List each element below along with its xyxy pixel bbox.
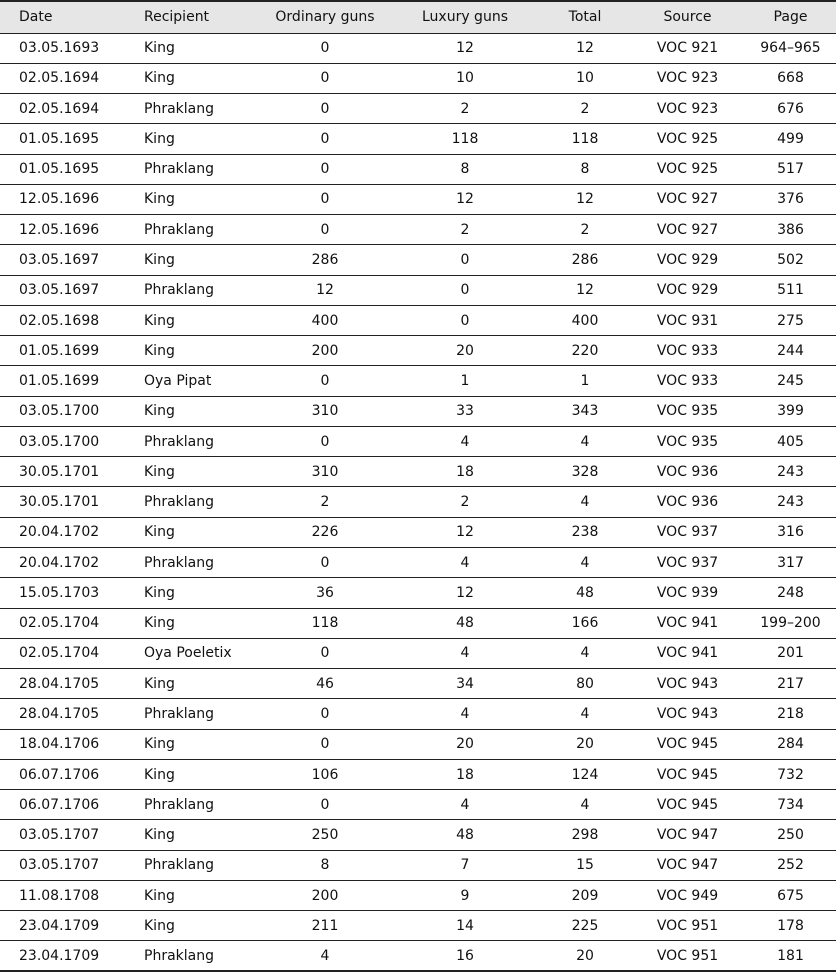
cell-page: 199–200 <box>745 608 836 638</box>
cell-total: 286 <box>540 245 630 275</box>
cell-recipient: King <box>120 457 260 487</box>
cell-date: 01.05.1695 <box>0 124 120 154</box>
cell-date: 01.05.1699 <box>0 336 120 366</box>
cell-ordinary-guns: 118 <box>260 608 390 638</box>
cell-source: VOC 923 <box>630 94 745 124</box>
cell-luxury-guns: 20 <box>390 336 540 366</box>
cell-recipient: King <box>120 759 260 789</box>
cell-recipient: King <box>120 63 260 93</box>
cell-total: 328 <box>540 457 630 487</box>
cell-luxury-guns: 1 <box>390 366 540 396</box>
header-total: Total <box>540 1 630 33</box>
header-row <box>0 1 836 33</box>
cell-source: VOC 943 <box>630 669 745 699</box>
cell-ordinary-guns: 0 <box>320 40 330 57</box>
cell-page: 676 <box>745 94 836 124</box>
cell-source: VOC 941 <box>630 638 745 668</box>
cell-ordinary-guns: 0 <box>260 94 390 124</box>
cell-date: 06.07.1706 <box>0 790 120 820</box>
table-row <box>0 578 836 608</box>
table-row <box>0 336 836 366</box>
table-row <box>0 305 836 335</box>
cell-luxury-guns: 4 <box>390 426 540 456</box>
cell-page: 201 <box>745 638 836 668</box>
table-row <box>0 215 836 245</box>
cell-ordinary-guns: 0 <box>260 699 390 729</box>
cell-total: 1 <box>540 366 630 396</box>
cell-ordinary-guns: 12 <box>260 275 390 305</box>
cell-total: 400 <box>540 305 630 335</box>
cell-source: VOC 933 <box>630 336 745 366</box>
cell-recipient: Oya Pipat <box>120 366 260 396</box>
cell-source: VOC 935 <box>630 426 745 456</box>
cell-total: 343 <box>540 396 630 426</box>
table-row <box>0 820 836 850</box>
cell-source: VOC 937 <box>630 548 745 578</box>
cell-ordinary-guns: 36 <box>260 578 390 608</box>
cell-page: 317 <box>745 548 836 578</box>
cell-total: 20 <box>540 941 630 971</box>
cell-source: VOC 929 <box>630 245 745 275</box>
cell-total: 4 <box>540 548 630 578</box>
cell-source: VOC 951 <box>630 941 745 971</box>
cell-date: 02.05.1704 <box>0 638 120 668</box>
table-row <box>0 638 836 668</box>
cell-ordinary-guns: 0 <box>260 366 390 396</box>
cell-total: 12 <box>540 184 630 214</box>
header-ordinary-guns: Ordinary guns <box>260 1 390 33</box>
table-row <box>0 154 836 184</box>
cell-total: 298 <box>540 820 630 850</box>
cell-ordinary-guns: 0 <box>260 548 390 578</box>
cell-source: VOC 941 <box>630 608 745 638</box>
cell-luxury-guns: 2 <box>390 487 540 517</box>
cell-ordinary-guns: 226 <box>260 517 390 547</box>
cell-recipient: King <box>120 578 260 608</box>
cell-date: 12.05.1696 <box>0 184 120 214</box>
table-row <box>0 669 836 699</box>
cell-page: 250 <box>745 820 836 850</box>
cell-luxury-guns: 20 <box>390 729 540 759</box>
cell-recipient: Phraklang <box>120 154 260 184</box>
cell-luxury-guns: 8 <box>390 154 540 184</box>
cell-date: 30.05.1701 <box>0 487 120 517</box>
cell-source: VOC 936 <box>630 457 745 487</box>
cell-date: 03.05.1700 <box>0 396 120 426</box>
cell-recipient: King <box>120 245 260 275</box>
table-row <box>0 275 836 305</box>
header-source: Source <box>630 1 745 33</box>
table-row <box>0 184 836 214</box>
cell-recipient: King <box>120 729 260 759</box>
cell-total: 10 <box>540 63 630 93</box>
cell-page: 517 <box>745 154 836 184</box>
cell-total: 4 <box>540 638 630 668</box>
cell-date: 06.07.1706 <box>0 759 120 789</box>
cell-source: VOC 923 <box>630 63 745 93</box>
cell-source: VOC 943 <box>630 699 745 729</box>
cell-ordinary-guns: 0 <box>260 215 390 245</box>
cell-luxury-guns: 48 <box>390 608 540 638</box>
cell-date: 11.08.1708 <box>0 880 120 910</box>
table-row <box>0 790 836 820</box>
cell-ordinary-guns: 286 <box>260 245 390 275</box>
cell-luxury-guns: 0 <box>390 275 540 305</box>
cell-luxury-guns: 4 <box>390 548 540 578</box>
cell-page: 499 <box>745 124 836 154</box>
cell-recipient: King <box>120 517 260 547</box>
cell-date: 02.05.1694 <box>0 63 120 93</box>
cell-page: 217 <box>745 669 836 699</box>
cell-ordinary-guns: 310 <box>260 396 390 426</box>
cell-luxury-guns: 12 <box>390 184 540 214</box>
cell-luxury-guns: 14 <box>390 911 540 941</box>
cell-recipient: King <box>120 911 260 941</box>
cell-source: VOC 935 <box>630 396 745 426</box>
table-row <box>0 33 836 63</box>
cell-luxury-guns: 9 <box>390 880 540 910</box>
cell-date: 03.05.1707 <box>0 820 120 850</box>
cell-page: 245 <box>745 366 836 396</box>
table-row <box>0 245 836 275</box>
table-row <box>0 517 836 547</box>
cell-source: VOC 947 <box>630 820 745 850</box>
cell-date: 28.04.1705 <box>0 699 120 729</box>
cell-date: 03.05.1697 <box>0 275 120 305</box>
cell-luxury-guns: 18 <box>390 457 540 487</box>
cell-date: 01.05.1695 <box>0 154 120 184</box>
cell-recipient: King <box>120 669 260 699</box>
cell-recipient: King <box>120 336 260 366</box>
cell-date: 03.05.1693 <box>19 40 100 57</box>
cell-luxury-guns: 18 <box>390 759 540 789</box>
cell-date: 12.05.1696 <box>0 215 120 245</box>
cell-ordinary-guns: 0 <box>260 184 390 214</box>
cell-total: 4 <box>540 790 630 820</box>
cell-ordinary-guns: 0 <box>260 124 390 154</box>
cell-total: 209 <box>540 880 630 910</box>
cell-total: 12 <box>540 275 630 305</box>
cell-luxury-guns: 2 <box>390 215 540 245</box>
cell-page: 244 <box>745 336 836 366</box>
cell-luxury-guns: 2 <box>390 94 540 124</box>
table-row <box>0 457 836 487</box>
cell-source: VOC 929 <box>630 275 745 305</box>
cell-ordinary-guns: 106 <box>260 759 390 789</box>
cell-source: VOC 937 <box>630 517 745 547</box>
cell-total: 2 <box>540 94 630 124</box>
cell-source: VOC 945 <box>630 759 745 789</box>
cell-ordinary-guns: 0 <box>260 638 390 668</box>
cell-total: 8 <box>540 154 630 184</box>
cell-total: 124 <box>540 759 630 789</box>
cell-source: VOC 931 <box>630 305 745 335</box>
cell-total: 20 <box>540 729 630 759</box>
cell-page: 668 <box>745 63 836 93</box>
cell-luxury-guns: 0 <box>390 245 540 275</box>
cell-recipient: Phraklang <box>120 487 260 517</box>
cell-total: 220 <box>540 336 630 366</box>
cell-page: 386 <box>745 215 836 245</box>
cell-date: 23.04.1709 <box>0 941 120 971</box>
cell-date: 28.04.1705 <box>0 669 120 699</box>
cell-total: 238 <box>540 517 630 547</box>
cell-source: VOC 933 <box>630 366 745 396</box>
cell-total: 4 <box>540 487 630 517</box>
cell-page: 732 <box>745 759 836 789</box>
cell-recipient: King <box>120 124 260 154</box>
cell-ordinary-guns: 0 <box>260 729 390 759</box>
cell-ordinary-guns: 200 <box>260 880 390 910</box>
table-row <box>0 911 836 941</box>
cell-date: 02.05.1694 <box>0 94 120 124</box>
cell-page: 511 <box>745 275 836 305</box>
cell-luxury-guns: 0 <box>390 305 540 335</box>
cell-luxury-guns: 10 <box>390 63 540 93</box>
cell-source: VOC 927 <box>630 184 745 214</box>
cell-date: 03.05.1707 <box>0 850 120 880</box>
cell-recipient: Phraklang <box>120 94 260 124</box>
cell-date: 01.05.1699 <box>0 366 120 396</box>
table-body <box>0 33 836 971</box>
cell-source: VOC 925 <box>630 124 745 154</box>
cell-total: 15 <box>540 850 630 880</box>
table-row <box>0 880 836 910</box>
cell-ordinary-guns: 8 <box>260 850 390 880</box>
cell-ordinary-guns: 46 <box>260 669 390 699</box>
cell-page: 178 <box>745 911 836 941</box>
cell-recipient: King <box>144 40 175 57</box>
cell-source: VOC 921 <box>656 40 719 57</box>
cell-luxury-guns: 4 <box>390 638 540 668</box>
cell-date: 18.04.1706 <box>0 729 120 759</box>
cell-luxury-guns: 12 <box>390 517 540 547</box>
table-row <box>0 124 836 154</box>
cell-page: 964–965 <box>760 40 821 57</box>
cell-ordinary-guns: 0 <box>260 63 390 93</box>
table-row <box>0 729 836 759</box>
cell-ordinary-guns: 4 <box>260 941 390 971</box>
cell-total: 4 <box>540 699 630 729</box>
cell-source: VOC 949 <box>630 880 745 910</box>
cell-source: VOC 939 <box>630 578 745 608</box>
table-row <box>0 608 836 638</box>
cell-recipient: Phraklang <box>120 548 260 578</box>
cell-source: VOC 927 <box>630 215 745 245</box>
cell-page: 376 <box>745 184 836 214</box>
cell-ordinary-guns: 250 <box>260 820 390 850</box>
header-luxury-guns: Luxury guns <box>390 1 540 33</box>
cell-total: 118 <box>540 124 630 154</box>
cell-total: 166 <box>540 608 630 638</box>
table-header <box>0 1 836 33</box>
table-row <box>0 941 836 971</box>
table-row <box>0 548 836 578</box>
cell-recipient: Phraklang <box>120 850 260 880</box>
cell-recipient: King <box>120 396 260 426</box>
cell-page: 284 <box>745 729 836 759</box>
cell-ordinary-guns: 2 <box>260 487 390 517</box>
cell-date: 02.05.1704 <box>0 608 120 638</box>
cell-luxury-guns: 12 <box>390 578 540 608</box>
cell-luxury-guns: 33 <box>390 396 540 426</box>
table-row <box>0 94 836 124</box>
cell-recipient: King <box>120 880 260 910</box>
cell-source: VOC 947 <box>630 850 745 880</box>
cell-recipient: King <box>120 305 260 335</box>
cell-ordinary-guns: 400 <box>260 305 390 335</box>
cell-date: 03.05.1700 <box>0 426 120 456</box>
cell-recipient: Phraklang <box>120 941 260 971</box>
cell-ordinary-guns: 200 <box>260 336 390 366</box>
cell-page: 734 <box>745 790 836 820</box>
cell-page: 181 <box>745 941 836 971</box>
cell-total: 48 <box>540 578 630 608</box>
cell-page: 399 <box>745 396 836 426</box>
cell-luxury-guns: 16 <box>390 941 540 971</box>
cell-recipient: Phraklang <box>120 426 260 456</box>
cell-recipient: King <box>120 820 260 850</box>
table-row <box>0 426 836 456</box>
cell-page: 252 <box>745 850 836 880</box>
cell-total: 225 <box>540 911 630 941</box>
cell-luxury-guns: 4 <box>390 790 540 820</box>
cell-ordinary-guns: 0 <box>260 154 390 184</box>
table-row <box>0 366 836 396</box>
cell-ordinary-guns: 310 <box>260 457 390 487</box>
cell-page: 502 <box>745 245 836 275</box>
table-row <box>0 850 836 880</box>
cell-total: 12 <box>576 40 594 57</box>
cell-luxury-guns: 34 <box>390 669 540 699</box>
cell-date: 23.04.1709 <box>0 911 120 941</box>
cell-recipient: Oya Poeletix <box>120 638 260 668</box>
cell-page: 248 <box>745 578 836 608</box>
cell-recipient: King <box>120 184 260 214</box>
cell-ordinary-guns: 0 <box>260 426 390 456</box>
cell-source: VOC 925 <box>630 154 745 184</box>
cell-date: 15.05.1703 <box>0 578 120 608</box>
cell-luxury-guns: 118 <box>390 124 540 154</box>
cell-recipient: Phraklang <box>120 275 260 305</box>
cell-page: 218 <box>745 699 836 729</box>
cell-total: 2 <box>540 215 630 245</box>
table-row <box>0 487 836 517</box>
cell-recipient: King <box>120 608 260 638</box>
cell-page: 243 <box>745 487 836 517</box>
cell-total: 80 <box>540 669 630 699</box>
cell-ordinary-guns: 0 <box>260 790 390 820</box>
table-row <box>0 759 836 789</box>
header-page: Page <box>745 1 836 33</box>
table-row <box>0 699 836 729</box>
cell-date: 03.05.1697 <box>0 245 120 275</box>
header-recipient: Recipient <box>120 1 260 33</box>
cell-source: VOC 951 <box>630 911 745 941</box>
cell-total: 4 <box>540 426 630 456</box>
cell-recipient: Phraklang <box>120 215 260 245</box>
cell-date: 30.05.1701 <box>0 457 120 487</box>
cell-page: 675 <box>745 880 836 910</box>
cell-source: VOC 945 <box>630 790 745 820</box>
cell-luxury-guns: 7 <box>390 850 540 880</box>
cell-recipient: Phraklang <box>120 699 260 729</box>
cell-date: 02.05.1698 <box>0 305 120 335</box>
cell-page: 405 <box>745 426 836 456</box>
cell-source: VOC 945 <box>630 729 745 759</box>
cell-date: 20.04.1702 <box>0 548 120 578</box>
cell-luxury-guns: 4 <box>390 699 540 729</box>
cell-luxury-guns: 48 <box>390 820 540 850</box>
cell-ordinary-guns: 211 <box>260 911 390 941</box>
cell-luxury-guns: 12 <box>456 40 474 57</box>
cell-date: 20.04.1702 <box>0 517 120 547</box>
table-row <box>0 396 836 426</box>
table-row <box>0 63 836 93</box>
header-date: Date <box>0 1 120 33</box>
cell-page: 243 <box>745 457 836 487</box>
cell-source: VOC 936 <box>630 487 745 517</box>
cell-page: 275 <box>745 305 836 335</box>
cell-recipient: Phraklang <box>120 790 260 820</box>
cell-page: 316 <box>745 517 836 547</box>
